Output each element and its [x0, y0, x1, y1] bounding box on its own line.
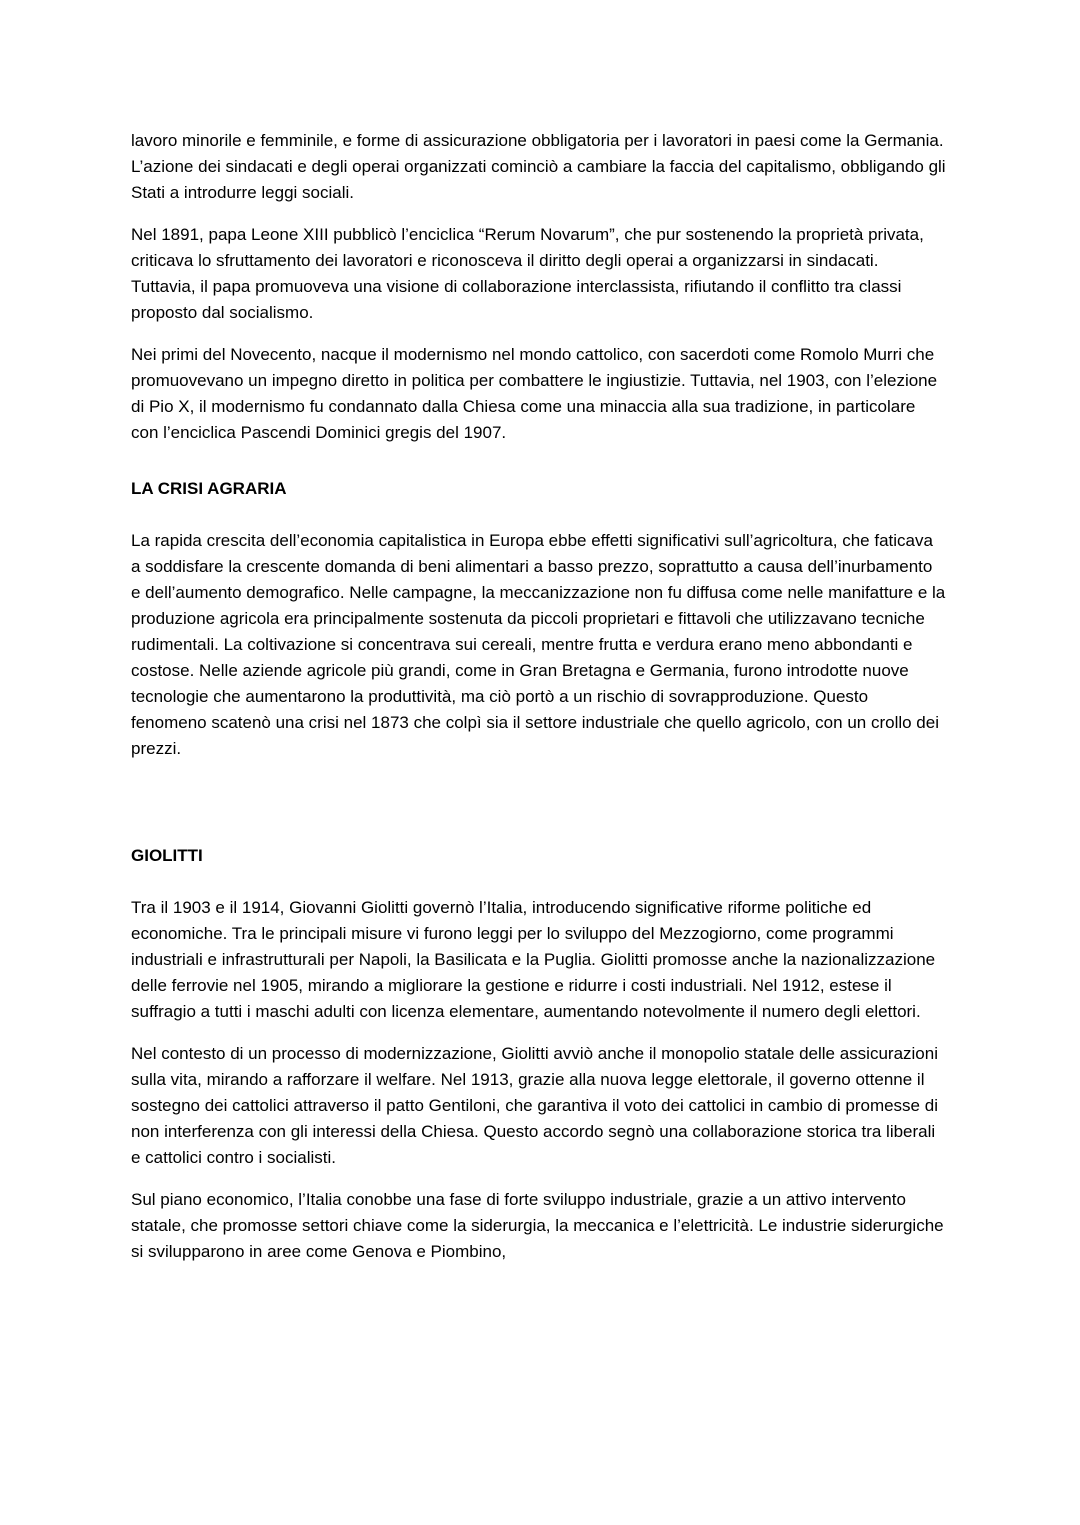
paragraph-rerum-novarum: Nel 1891, papa Leone XIII pubblicò l’enciclica “Rerum Novarum”, che pur sostenendo la proprietà privata, criticava lo sfruttamento dei lavoratori e riconosceva il diritto degli operai a organizzarsi in sindacati. Tuttavia, il papa promuoveva una visione di collaborazione interclassista, rifiutando il conflitto tra classi proposto dal socialismo. [131, 225, 924, 322]
paragraph-giolitti-riforme: Tra il 1903 e il 1914, Giovanni Giolitti governò l’Italia, introducendo significative riforme politiche ed economiche. Tra le principali misure vi furono leggi per lo sviluppo del Mezzogiorno, come programmi industriali e infrastrutturali per Napoli, la Basilicata e la Puglia. Giolitti promosse anche la nazionalizzazione delle ferrovie nel 1905, mirando a migliorare la gestione e ridurre i costi industriali. Nel 1912, estese il suffragio a tutti i maschi adulti con licenza elementare, aumentando notevolmente il numero degli elettori. [131, 898, 936, 1021]
paragraph-labor-laws: lavoro minorile e femminile, e forme di assicurazione obbligatoria per i lavoratori in paesi come la Germania. L’azione dei sindacati e degli operai organizzati cominciò a cambiare la faccia del capitalismo, obbligando gli Stati a introdurre leggi sociali. [131, 131, 946, 202]
paragraph-sviluppo-industriale: Sul piano economico, l’Italia conobbe una fase di forte sviluppo industriale, grazie a un attivo intervento statale, che promosse settori chiave come la siderurgia, la meccanica e l’elettricità. Le industrie siderurgiche si svilupparono in aree come Genova e Piombino, [131, 1190, 944, 1261]
section-heading-giolitti: GIOLITTI [131, 846, 203, 865]
paragraph-patto-gentiloni: Nel contesto di un processo di modernizzazione, Giolitti avviò anche il monopolio statale delle assicurazioni sulla vita, mirando a rafforzare il welfare. Nel 1913, grazie alla nuova legge elettorale, il governo ottenne il sostegno dei cattolici attraverso il patto Gentiloni, che garantiva il voto dei cattolici in cambio di promesse di non interferenza con gli interessi della Chiesa. Questo accordo segnò una collaborazione storica tra liberali e cattolici contro i socialisti. [131, 1044, 938, 1167]
paragraph-crisi-agraria: La rapida crescita dell’economia capitalistica in Europa ebbe effetti significativi sull’agricoltura, che faticava a soddisfare la crescente domanda di beni alimentari a basso prezzo, soprattutto a causa dell’inurbamento e dell’aumento demografico. Nelle campagne, la meccanizzazione non fu diffusa come nelle manifatture e la produzione agricola era principalmente sostenuta da piccoli proprietari e fittavoli che utilizzavano tecniche rudimentali. La coltivazione si concentrava sui cereali, mentre frutta e verdura erano meno abbondanti e costose. Nelle aziende agricole più grandi, come in Gran Bretagna e Germania, furono introdotte nuove tecnologie che aumentarono la produttività, ma ciò portò a un rischio di sovrapproduzione. Questo fenomeno scatenò una crisi nel 1873 che colpì sia il settore industriale che quello agricolo, con un crollo dei prezzi. [131, 531, 946, 758]
paragraph-modernismo: Nei primi del Novecento, nacque il modernismo nel mondo cattolico, con sacerdoti come Romolo Murri che promuovevano un impegno diretto in politica per combattere le ingiustizie. Tuttavia, nel 1903, con l’elezione di Pio X, il modernismo fu condannato dalla Chiesa come una minaccia alla sua tradizione, in particolare con l’enciclica Pascendi Dominici gregis del 1907. [131, 345, 938, 442]
blank-line-spacer [131, 778, 946, 813]
section-heading-la-crisi-agraria: LA CRISI AGRARIA [131, 479, 287, 498]
